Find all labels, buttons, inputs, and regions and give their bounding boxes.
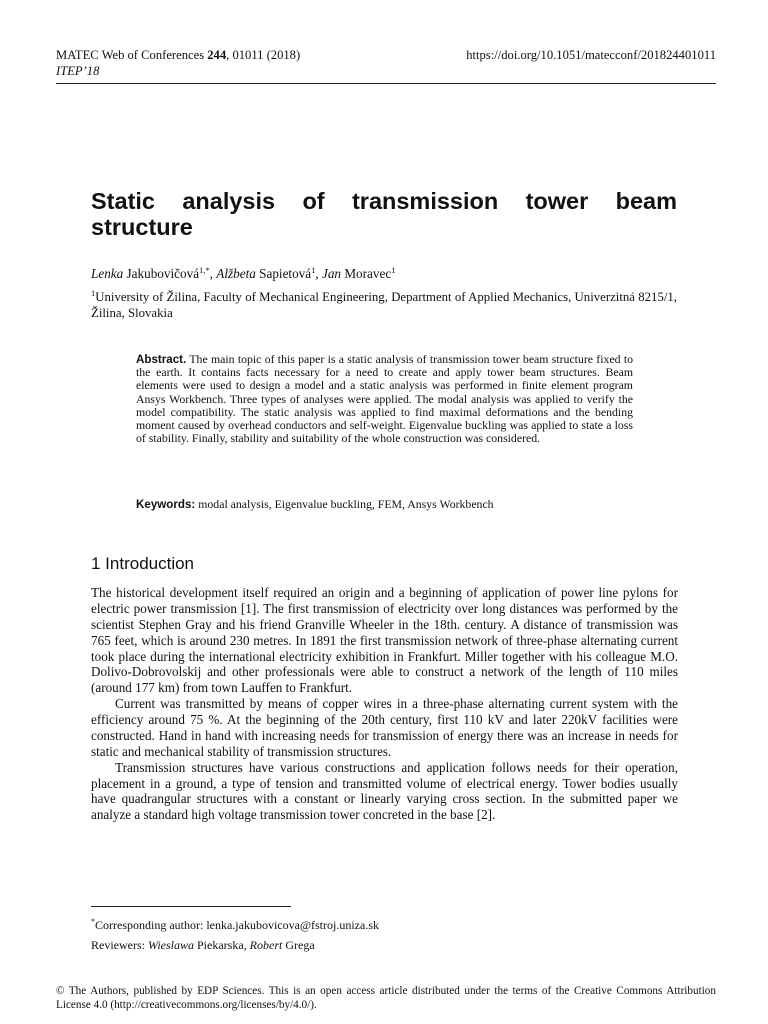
section-body bbox=[91, 585, 678, 823]
abstract-label: Abstract. bbox=[136, 353, 187, 366]
reviewers-label: Reviewers: bbox=[91, 938, 148, 952]
corresponding-author: Corresponding author: lenka.jakubovicova@fstroj.uniza.sk bbox=[95, 918, 379, 932]
author-family-name: Moravec bbox=[341, 266, 392, 281]
reviewer-given-name: Wieslawa bbox=[147, 938, 194, 952]
affiliation-mark: 1 bbox=[91, 288, 96, 298]
journal-name: MATEC Web of Conferences bbox=[56, 48, 208, 62]
author-family-name: Sapietová bbox=[255, 266, 312, 281]
author-list bbox=[91, 266, 677, 282]
footnote-divider bbox=[91, 906, 291, 907]
reviewer-given-name: Robert bbox=[249, 938, 283, 952]
reviewer-family-name: Grega bbox=[282, 938, 315, 952]
header-divider bbox=[56, 83, 716, 84]
author-affiliation-mark: 1 bbox=[391, 265, 396, 275]
body-paragraph: The historical development itself required an origin and a beginning of application of power line pylons for electric power transmission [1]. The first transmission of electricity over long distances was performed by the scientist Stephen Gray and his friend Granville Wheeler in the 18th. century. A distance of transmission was 765 feet, which is around 230 metres. In 1891 the first transmission network of three-phase alternating current took place during the international electricity exhibition in Frankfurt. Miller together with his colleague M.O. Dolivo-Dobrovolskij and other professionals were able to construct a network of the length of 110 miles (around 177 km) from town Lauffen to Frankfurt. bbox=[91, 585, 678, 696]
author-affiliation-mark: 1,* bbox=[199, 265, 210, 275]
keywords-label: Keywords: bbox=[136, 498, 196, 511]
body-paragraph: Transmission structures have various constructions and application follows needs for their operation, placement in a ground, a type of tension and transmitted volume of electrical energy. Tower bodies usually have quadrangular structures with a constant or linearly varying cross section. In the submitted paper we analyze a standard high voltage transmission tower concreted in the base [2]. bbox=[91, 759, 678, 823]
body-paragraph: Current was transmitted by means of copper wires in a three-phase alternating current system with the efficiency around 75 %. At the beginning of the 20th century, first 110 kV and later 220kV facilities were constructed. Hand in hand with increasing needs for transmission of energy there was an increase in needs for static and mechanical stability of transmission structures. bbox=[91, 696, 678, 759]
reviewer-family-name: Piekarska, bbox=[194, 938, 250, 952]
journal-citation bbox=[56, 47, 300, 63]
paper-title bbox=[91, 188, 677, 240]
page-header bbox=[56, 47, 716, 79]
section-heading: 1 Introduction bbox=[91, 554, 195, 573]
keywords-text: modal analysis, Eigenvalue buckling, FEM, Ansys Workbench bbox=[195, 497, 494, 511]
footnote bbox=[91, 918, 677, 933]
keywords bbox=[136, 497, 633, 512]
journal-article-number: , 01011 (2018) bbox=[226, 48, 301, 62]
paper-title-line-1: Static analysis of transmission tower beam bbox=[91, 188, 677, 214]
affiliation-text: University of Žilina, Faculty of Mechanical Engineering, Department of Applied Mechanics, Univerzitná 8215/1, Žilina, Slovakia bbox=[91, 290, 677, 320]
author-affiliation-mark: 1 bbox=[311, 265, 316, 275]
author-separator: , bbox=[209, 266, 217, 281]
journal-volume: 244 bbox=[207, 48, 227, 62]
affiliation bbox=[91, 290, 677, 321]
author-separator: , bbox=[315, 266, 322, 281]
reviewers bbox=[91, 938, 677, 953]
event-name: ITEP’18 bbox=[56, 64, 100, 78]
paper-title-line-2: structure bbox=[91, 214, 193, 240]
abstract-text: The main topic of this paper is a static analysis of transmission tower beam structure fixed to the earth. It contains facts necessary for a need to create and apply tower beam structures. Beam elements were used to design a model and a static analysis was performed in finite element program Ansys Workbench. Three types of analyses were applied. The modal analysis was applied to verify the model compatibility. The static analysis was applied to find maximal deformations and the bending moment caused by overhead conductors and self-weight. Eigenvalue buckling was applied to state a loss of stability. Finally, stability and suitability of the whole construction was considered. bbox=[136, 352, 633, 446]
author-given-name: Lenka bbox=[91, 266, 124, 281]
author-family-name: Jakubovičová bbox=[123, 266, 200, 281]
author-given-name: Alžbeta bbox=[216, 266, 256, 281]
footnote-mark: * bbox=[91, 917, 95, 926]
license-notice: © The Authors, published by EDP Sciences. This is an open access article distributed under the terms of the Creative Commons Attribution License 4.0 (http://creativecommons.org/licenses/by/4.0/). bbox=[56, 985, 716, 1011]
doi-link[interactable]: https://doi.org/10.1051/matecconf/201824401011 bbox=[466, 48, 716, 62]
author-given-name: Jan bbox=[321, 266, 342, 281]
abstract bbox=[136, 353, 633, 445]
